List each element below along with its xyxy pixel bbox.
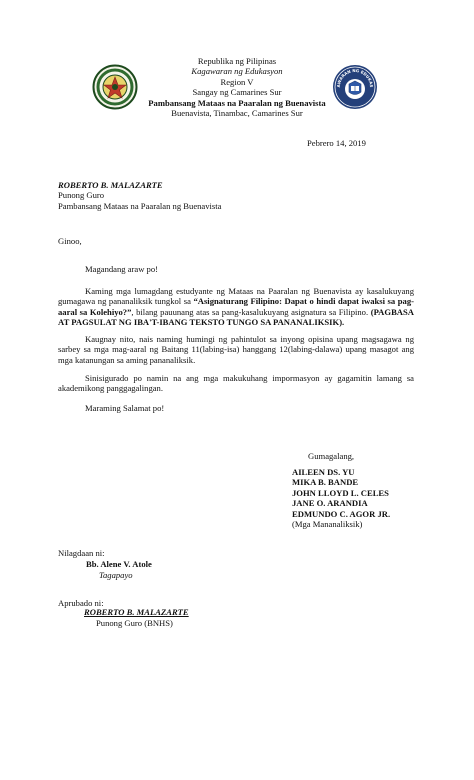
- salutation: Ginoo,: [58, 236, 82, 246]
- body-p1-middle: , bilang pauunang atas sa pang-kasalukuyang asignatura sa Filipino.: [131, 306, 371, 317]
- letterhead-department: Kagawaran ng Edukasyon: [191, 66, 283, 77]
- recipient-position: Punong Guro: [58, 190, 105, 201]
- researcher-name: AILEEN DS. YU: [292, 467, 355, 477]
- approver-name: ROBERTO B. MALAZARTE: [84, 607, 189, 617]
- letter-date: Pebrero 14, 2019: [307, 138, 366, 148]
- body-p1-intro: Kaming mga lumagdang estudyante ng Mataas na Paaralan ng Buenavista ay kasalukuyang gumagawa ng pananaliksik tungkol sa: [58, 286, 414, 307]
- researcher-name: MIKA B. BANDE: [292, 477, 359, 488]
- recipient-name: ROBERTO B. MALAZARTE: [58, 180, 163, 190]
- letterhead-country: Republika ng Pilipinas: [197, 56, 277, 66]
- researchers-block: [292, 467, 390, 530]
- letterhead-address: Buenavista, Tinambac, Camarines Sur: [171, 108, 303, 119]
- recipient-school: Pambansang Mataas na Paaralan ng Buenavista: [58, 200, 222, 211]
- noted-label: Nilagdaan ni:: [58, 548, 105, 558]
- researcher-name: EDMUNDO C. AGOR JR.: [292, 508, 391, 519]
- recipient-block: [58, 180, 221, 211]
- researchers-role: (Mga Mananaliksik): [292, 519, 363, 530]
- approver-title: Punong Guro (BNHS): [96, 618, 173, 628]
- letterhead: [130, 56, 344, 119]
- adviser-name: Bb. Alene V. Atole: [86, 559, 152, 569]
- approved-label: Aprubado ni:: [58, 598, 104, 608]
- body-paragraph-3: Sinisigurado po namin na ang mga makukuhang impormasyon ay gagamitin lamang sa akademikong panggagalingan.: [58, 373, 414, 394]
- body-paragraph-2: Kaugnay nito, nais naming humingi ng pahintulot sa inyong opisina upang magsagawa ng sarbey sa mga mag-aaral ng Baitang 11(labing-isa) hanggang 12(labing-dalawa) upang masagot ang mga katanungan sa aming pananaliksik.: [58, 334, 414, 365]
- adviser-title: Tagapayo: [99, 570, 133, 580]
- letterhead-region: Region V: [220, 76, 254, 87]
- closing-thanks: Maraming Salamat po!: [85, 403, 165, 413]
- researcher-name: JOHN LLOYD L. CELES: [292, 487, 389, 498]
- body-paragraph-1: [58, 286, 414, 328]
- course-title: (PAGBASA AT PAGSULAT NG IBA'T-IBANG TEKSTO TUNGO SA PANANALIKSIK).: [58, 306, 414, 328]
- researcher-name: JANE O. ARANDIA: [292, 498, 368, 509]
- research-title: “Asignaturang Filipino: Dapat o hindi dapat iwaksi sa pag-aaral sa Kolehiyo?”: [58, 296, 414, 317]
- letterhead-division: Sangay ng Camarines Sur: [192, 87, 282, 98]
- svg-text:KAGAWARAN NG EDUKASYON: AWARAN NG EDUKAS: [335, 67, 375, 88]
- letterhead-school: Pambansang Mataas na Paaralan ng Buenavista: [148, 97, 326, 108]
- closing: Gumagalang,: [308, 451, 355, 461]
- greeting: Magandang araw po!: [85, 264, 159, 274]
